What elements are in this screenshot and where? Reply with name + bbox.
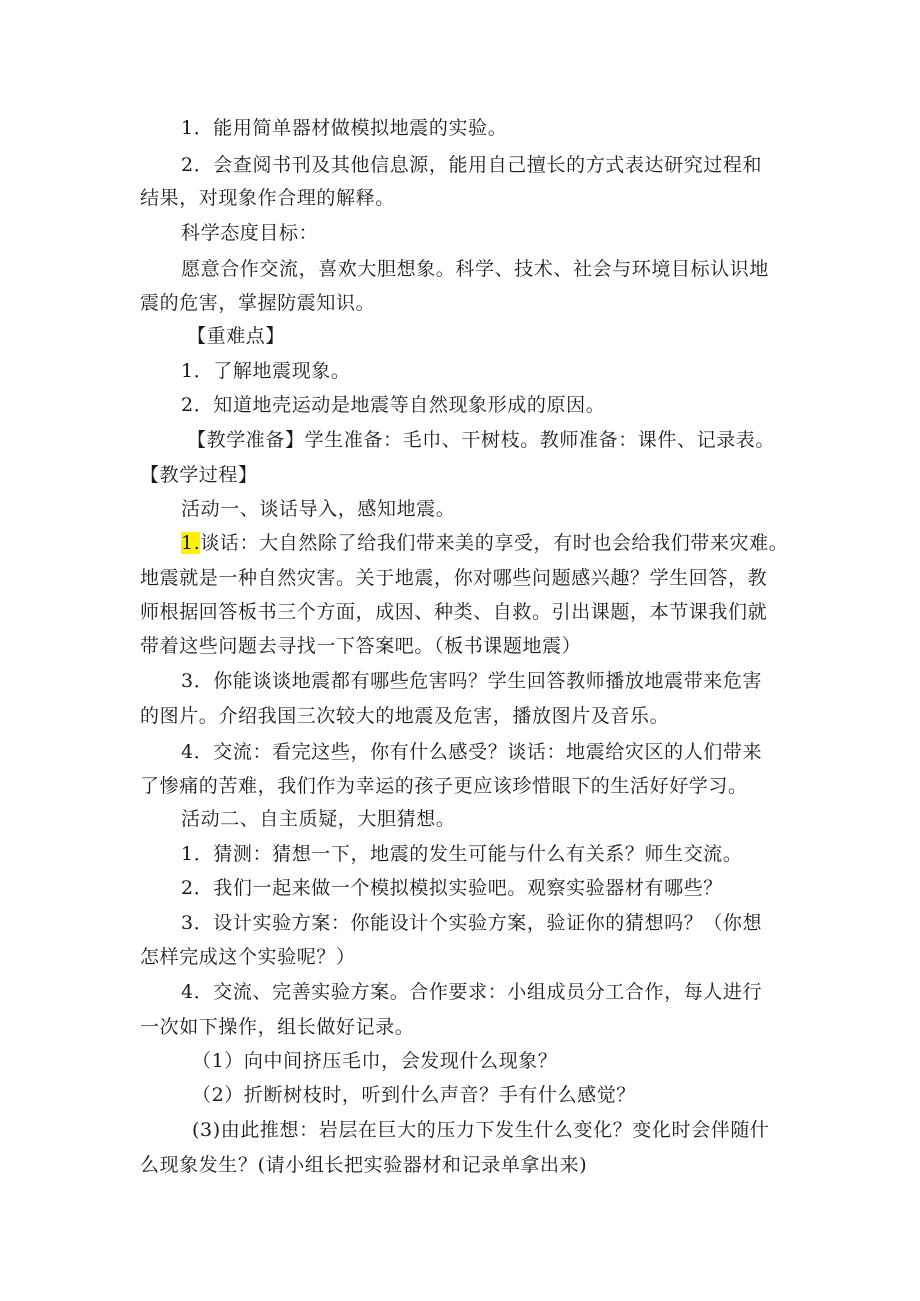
paragraph-line: 2．会查阅书刊及其他信息源，能用自己擅长的方式表达研究过程和 — [181, 154, 763, 176]
paragraph-line: 地震就是一种自然灾害。关于地震，你对哪些问题感兴趣？学生回答，教 — [140, 567, 768, 589]
list-item: （1）向中间挤压毛巾，会发现什么现象？ — [192, 1050, 558, 1072]
paragraph-line: 结果，对现象作合理的解释。 — [140, 187, 395, 209]
paragraph-line: 4．交流：看完这些，你有什么感受？谈话：地震给灾区的人们带来 — [181, 741, 763, 763]
paragraph-line: 的图片。介绍我国三次较大的地震及危害，播放图片及音乐。 — [140, 705, 670, 727]
list-item: (3)由此推想：岩层在巨大的压力下发生什么变化？变化时会伴随什 — [192, 1119, 770, 1141]
paragraph-line: 1．了解地震现象。 — [181, 360, 351, 382]
section-heading: 【重难点】 — [187, 325, 286, 347]
section-heading: 科学态度目标： — [181, 222, 319, 244]
paragraph-line: 【教学准备】学生准备：毛巾、干树枝。教师准备：课件、记录表。 — [187, 429, 776, 451]
paragraph-line — [181, 531, 788, 555]
paragraph-line: 么现象发生？(请小组长把实验器材和记录单拿出来) — [140, 1154, 588, 1176]
paragraph-line: 2．我们一起来做一个模拟模拟实验吧。观察实验器材有哪些？ — [181, 877, 723, 899]
paragraph-text: 谈话：大自然除了给我们带来美的享受，有时也会给我们带来灾难。 — [200, 532, 789, 554]
paragraph-line: 3．设计实验方案：你能设计个实验方案，验证你的猜想吗？（你想 — [181, 912, 763, 934]
highlight-marker: 1. — [181, 532, 201, 554]
paragraph-line: 愿意合作交流，喜欢大胆想象。科学、技术、社会与环境目标认识地 — [181, 258, 770, 280]
section-heading: 【教学过程】 — [140, 464, 258, 486]
paragraph-line: 4．交流、完善实验方案。合作要求：小组成员分工合作，每人进行 — [181, 981, 763, 1003]
paragraph-line: 师根据回答板书三个方面，成因、种类、自救。引出课题，本节课我们就 — [140, 601, 768, 623]
paragraph-line: 1．能用简单器材做模拟地震的实验。 — [181, 117, 508, 139]
paragraph-line: 一次如下操作，组长做好记录。 — [140, 1016, 415, 1038]
paragraph-line: 活动一、谈话导入，感知地震。 — [181, 498, 456, 520]
section-heading: 活动二、自主质疑，大胆猜想。 — [181, 808, 456, 830]
paragraph-line: 了惨痛的苦难，我们作为幸运的孩子更应该珍惜眼下的生活好好学习。 — [140, 775, 748, 797]
paragraph-line: 2．知道地壳运动是地震等自然现象形成的原因。 — [181, 394, 606, 416]
list-item: （2）折断树枝时，听到什么声音？手有什么感觉？ — [192, 1084, 636, 1106]
paragraph-line: 1．猜测：猜想一下，地震的发生可能与什么有关系？师生交流。 — [181, 843, 743, 865]
paragraph-line: 怎样完成这个实验呢？） — [140, 946, 356, 968]
paragraph-line: 带着这些问题去寻找一下答案吧。（板书课题地震） — [140, 635, 582, 657]
paragraph-line: 震的危害，掌握防震知识。 — [140, 292, 376, 314]
paragraph-line: 3．你能谈谈地震都有哪些危害吗？学生回答教师播放地震带来危害 — [181, 670, 763, 692]
